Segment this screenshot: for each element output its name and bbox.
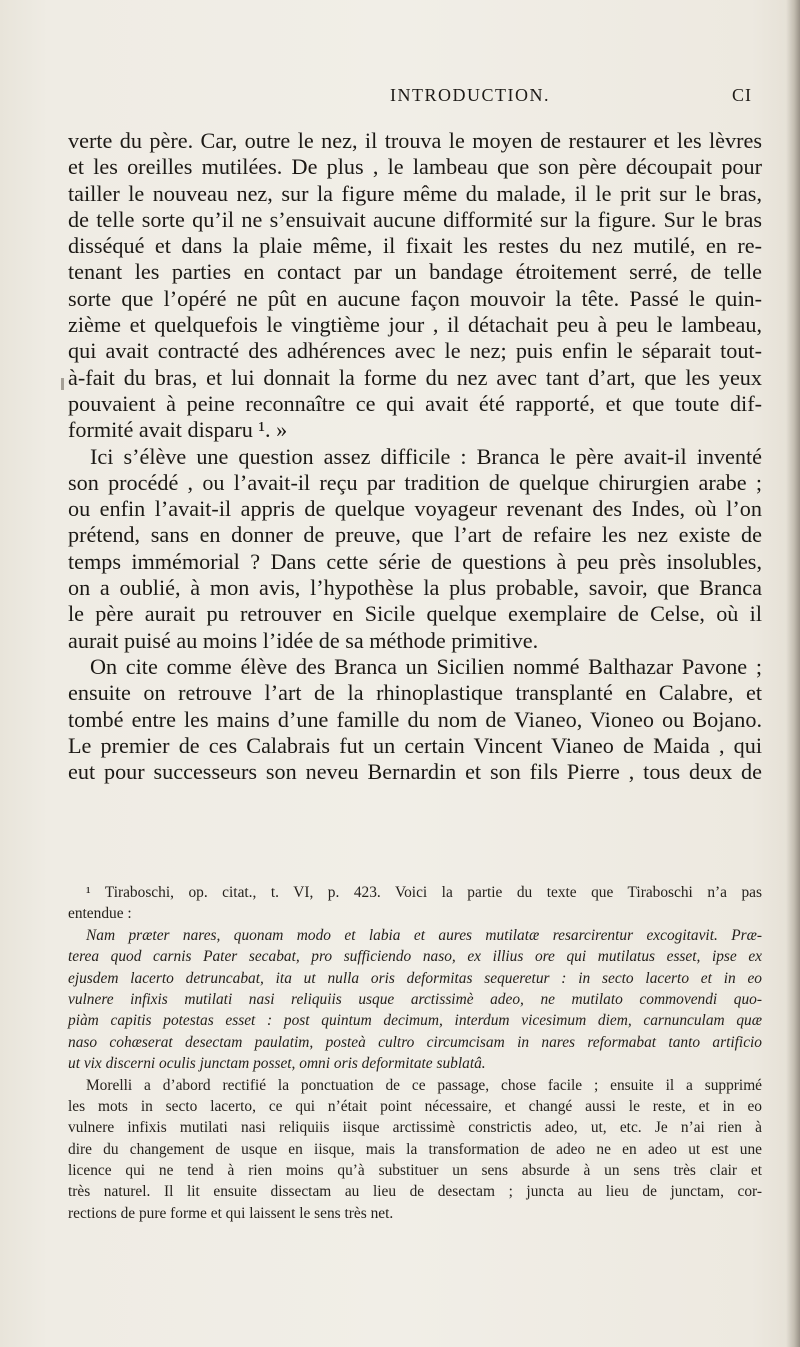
body-line: tailler le nouveau nez, sur la figure même du malade, il le prit sur le bras, bbox=[68, 180, 762, 206]
running-head bbox=[60, 85, 760, 109]
footnote-line: Morelli a d’abord rectifié la ponctuation de ce passage, chose facile ; ensuite il a supprimé bbox=[86, 1076, 762, 1094]
footnotes bbox=[68, 882, 762, 1224]
running-title: INTRODUCTION. bbox=[390, 85, 550, 105]
body-line: qui avait contracté des adhérences avec le nez; puis enfin le séparait tout- bbox=[68, 338, 762, 364]
footnote-line: piàm capitis potestas esset : post quintum decimum, interdum vicesimum diem, carnunculam quæ bbox=[68, 1012, 762, 1030]
footnote-line: ¹ Tiraboschi, op. citat., t. VI, p. 423. Voici la partie du texte que Tiraboschi n’a pas bbox=[86, 884, 762, 901]
footnote-line: ejusdem lacerto detruncabat, ita ut nulla oris deformitas sequeretur : in secto lacerto et in eo bbox=[68, 969, 762, 987]
body-line: Ici s’élève une question assez difficile : Branca le père avait-il inventé bbox=[90, 443, 762, 469]
footnote-line: vulnere infixis mutilati nasi reliquiis iisque arctissimè constrictis adeo, ut, etc. Je n’ai rien à bbox=[68, 1119, 762, 1137]
footnote-line: entendue : bbox=[68, 905, 132, 923]
body-line: le père aurait pu retrouver en Sicile quelque exemplaire de Celse, où il bbox=[68, 601, 762, 627]
body-line: et les oreilles mutilées. De plus , le lambeau que son père découpait pour bbox=[68, 154, 762, 180]
body-line: de telle sorte qu’il ne s’ensuivait aucune difformité sur la figure. Sur le bras bbox=[68, 206, 762, 232]
footnote-line: terea quod carnis Pater secabat, pro sufficiendo naso, ex illius ore qui mutilatus esset, ipse ex bbox=[68, 948, 762, 966]
footnote-line: rections de pure forme et qui laissent le sens très net. bbox=[68, 1204, 394, 1222]
body-line: disséqué et dans la plaie même, il fixait les restes du nez mutilé, en re- bbox=[68, 233, 762, 259]
body-text bbox=[68, 128, 762, 785]
body-line: aurait puisé au moins l’idée de sa méthode primitive. bbox=[68, 627, 539, 653]
body-line: zième et quelquefois le vingtième jour , il détachait peu à peu le lambeau, bbox=[68, 312, 762, 338]
footnote-line: vulnere infixis mutilati nasi reliquiis usque arctissimè adeo, ne mutilato commovendi quo- bbox=[68, 990, 762, 1008]
body-line: On cite comme élève des Branca un Sicilien nommé Balthazar Pavone ; bbox=[90, 653, 762, 679]
body-line: à-fait du bras, et lui donnait la forme du nez avec tant d’art, que les yeux bbox=[68, 364, 762, 390]
footnote-line: ut vix discerni oculis junctam posset, omni oris deformitate sublatâ. bbox=[68, 1055, 486, 1073]
page-edge-shadow bbox=[786, 0, 800, 1347]
body-line: formité avait disparu ¹. » bbox=[68, 417, 288, 443]
body-line: eut pour successeurs son neveu Bernardin et son fils Pierre , tous deux de bbox=[68, 759, 762, 785]
footnote-line: naso cohæserat desectam paulatim, posteà cultro circumcisam in nares reformabat tanto artificio bbox=[68, 1033, 762, 1051]
footnote-line: Nam præter nares, quonam modo et labia et aures mutilatæ resarcirentur excogitavit. Præ- bbox=[86, 926, 762, 944]
body-line: verte du père. Car, outre le nez, il trouva le moyen de restaurer et les lèvres bbox=[68, 128, 762, 153]
body-line: ensuite on retrouve l’art de la rhinoplastique transplanté en Calabre, et bbox=[68, 680, 762, 706]
body-line: pouvaient à peine reconnaître ce qui avait été rapporté, et que toute dif- bbox=[68, 390, 762, 416]
body-line: sorte que l’opéré ne pût en aucune façon mouvoir la tête. Passé le quin- bbox=[68, 285, 762, 311]
body-line: Le premier de ces Calabrais fut un certain Vincent Vianeo de Maida , qui bbox=[68, 732, 762, 758]
margin-mark bbox=[61, 378, 64, 390]
footnote-line: très naturel. Il lit ensuite dissectam au lieu de desectam ; juncta au lieu de junctam, cor- bbox=[68, 1183, 762, 1201]
body-line: tombé entre les mains d’une famille du nom de Vianeo, Vioneo ou Bojano. bbox=[68, 706, 762, 732]
footnote-line: dire du changement de usque en iisque, mais la transformation de adeo ne en adeo ut est une bbox=[68, 1140, 762, 1158]
page-number: CI bbox=[732, 85, 752, 105]
body-line: prétend, sans en donner de preuve, que l’art de refaire les nez existe de bbox=[68, 522, 762, 548]
body-line: tenant les parties en contact par un bandage étroitement serré, de telle bbox=[68, 259, 762, 285]
body-line: ou enfin l’avait-il appris de quelque voyageur revenant des Indes, où l’on bbox=[68, 496, 762, 522]
body-line: on a oublié, à mon avis, l’hypothèse la plus probable, savoir, que Branca bbox=[68, 575, 762, 601]
footnote-line: les mots in secto lacerto, ce qui n’était point nécessaire, et changé aussi le reste, et in eo bbox=[68, 1097, 762, 1115]
footnote-line: licence qui ne tend à rien moins qu’à substituer un sens absurde à un sens très clair et bbox=[68, 1162, 762, 1180]
body-line: temps immémorial ? Dans cette série de questions à peu près insolubles, bbox=[68, 548, 762, 574]
body-line: son procédé , ou l’avait-il reçu par tradition de quelque chirurgien arabe ; bbox=[68, 469, 762, 495]
